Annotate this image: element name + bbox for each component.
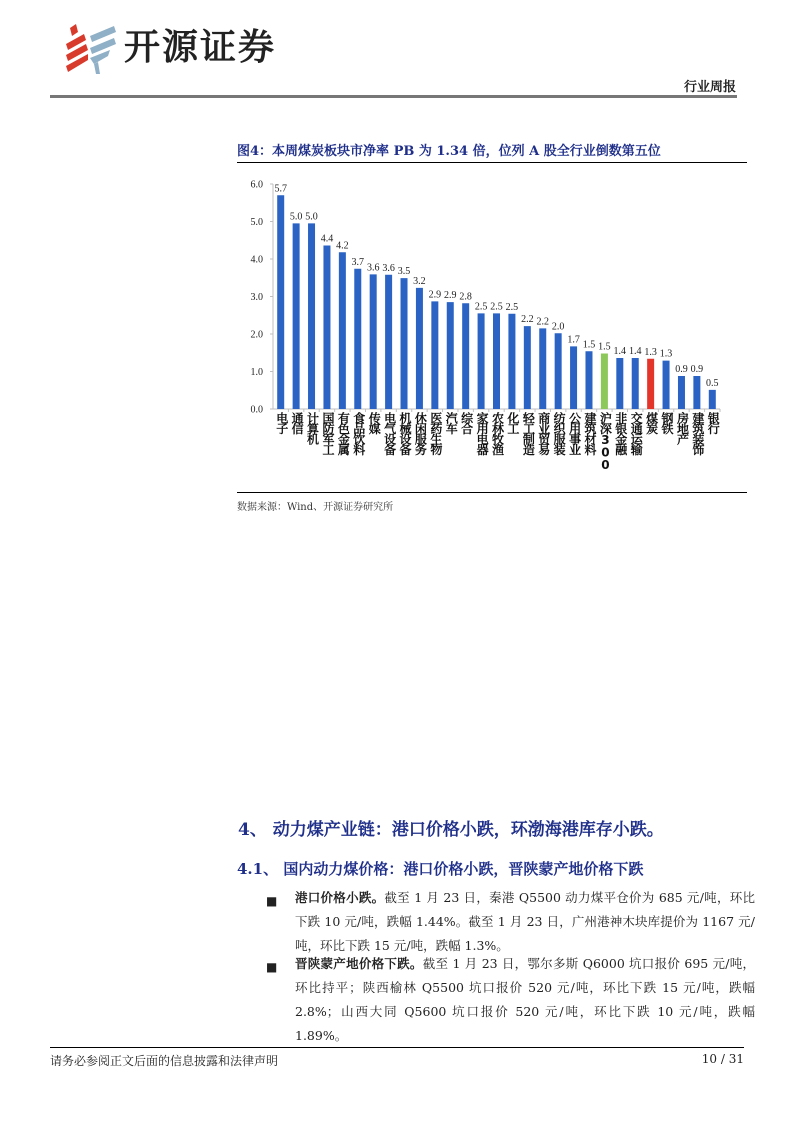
- bar-value-label: 1.5: [582, 339, 596, 351]
- bar-value-label: 3.6: [366, 262, 380, 274]
- bar-value-label: 3.5: [397, 266, 411, 278]
- bar: [462, 303, 469, 409]
- x-category-label: 建筑装饰: [690, 412, 705, 454]
- brand-name: 开源证券: [124, 27, 277, 68]
- x-category-label: 轻工制造: [521, 412, 536, 454]
- bar: [632, 358, 639, 409]
- x-category-label: 商业贸易: [536, 412, 551, 454]
- x-category-label: 休闲服务: [413, 412, 428, 454]
- x-category-label: 农林牧渔: [490, 412, 505, 454]
- bar-value-label: 4.4: [320, 233, 334, 245]
- x-category-label: 纺织服装: [552, 412, 567, 454]
- bar: [601, 354, 608, 410]
- bar-value-label: 3.2: [413, 275, 426, 287]
- y-tick-label: 5.0: [250, 217, 263, 228]
- bar: [539, 328, 546, 409]
- x-category-label: 电子: [274, 412, 289, 433]
- bar-value-label: 2.2: [536, 316, 549, 328]
- brand-logo-icon: [62, 22, 122, 74]
- x-category-label: 公用事业: [567, 412, 582, 454]
- bar: [555, 333, 562, 409]
- y-tick-label: 3.0: [250, 292, 263, 303]
- x-category-label: 银行: [706, 412, 721, 433]
- bar-value-label: 0.5: [706, 377, 719, 389]
- x-category-label: 沪深300: [598, 412, 613, 471]
- bar: [709, 390, 716, 409]
- bullet-paragraph-port-price: [295, 886, 755, 958]
- bar: [647, 359, 654, 409]
- bar: [323, 246, 330, 410]
- bullet-lead: 港口价格小跌。: [295, 890, 385, 905]
- bar-value-label: 1.4: [628, 346, 642, 357]
- subsection-heading: 4.1、 国内动力煤价格：港口价格小跌，晋陕蒙产地价格下跌: [237, 860, 644, 878]
- bullet-text: 截至 1 月 23 日，鄂尔多斯 Q6000 坑口报价 695 元/吨，环比持平；陕西榆林 Q5500 坑口报价 520 元/吨，环比下跌 15 元/吨，跌幅 2.8%；山西大同 Q5600 坑口报价 520 元/吨，环比下跌 10 元/吨，跌幅 1.89%。: [295, 956, 755, 1043]
- bar-value-label: 2.5: [505, 301, 519, 313]
- bar-value-label: 2.5: [490, 301, 503, 313]
- bar: [354, 269, 361, 409]
- footer-divider: [50, 1047, 744, 1048]
- x-category-label: 有色金属: [336, 412, 351, 454]
- bar-value-label: 1.3: [659, 348, 673, 360]
- bar: [308, 223, 315, 409]
- bar-value-label: 1.3: [644, 346, 657, 358]
- x-category-label: 国防军工: [320, 412, 335, 454]
- bar-value-label: 2.2: [521, 314, 534, 326]
- source-divider: [237, 492, 747, 493]
- bullet-lead: 晋陕蒙产地价格下跌。: [295, 956, 423, 971]
- bar: [693, 376, 700, 409]
- document-type: 行业周报: [683, 80, 736, 95]
- header-divider: [50, 95, 737, 98]
- bar-value-label: 0.9: [675, 364, 688, 375]
- bar: [493, 313, 500, 409]
- bar: [570, 346, 577, 409]
- x-category-label: 食品饮料: [351, 412, 366, 454]
- x-category-label: 建筑材料: [582, 412, 597, 454]
- bar: [339, 252, 346, 409]
- bullet-icon: ■: [266, 894, 278, 908]
- bar: [663, 361, 670, 409]
- x-category-label: 通信: [290, 412, 305, 433]
- x-category-label: 交通运输: [629, 412, 644, 454]
- figure-title-divider: [237, 162, 747, 163]
- bar-value-label: 2.0: [551, 321, 565, 333]
- bar-value-label: 3.6: [382, 262, 395, 274]
- y-tick-label: 0.0: [250, 404, 263, 416]
- bar-value-label: 2.9: [444, 290, 457, 302]
- bar-value-label: 5.7: [274, 183, 287, 195]
- section-heading: 4、 动力煤产业链：港口价格小跌，环渤海港库存小跌。: [238, 820, 664, 840]
- bar: [447, 302, 454, 409]
- x-category-label: 家用电器: [475, 412, 490, 454]
- x-category-label: 房地产: [675, 412, 690, 444]
- x-category-label: 电气设备: [382, 412, 397, 454]
- x-category-label: 机械设备: [398, 412, 413, 454]
- bar-value-label: 2.9: [428, 289, 442, 301]
- page-number: 10 / 31: [701, 1052, 744, 1066]
- bar-value-label: 3.7: [351, 256, 365, 268]
- bar-value-label: 2.8: [459, 291, 472, 303]
- bar-value-label: 4.2: [336, 240, 349, 252]
- x-category-label: 非银金融: [613, 412, 628, 454]
- x-category-label: 化工: [505, 412, 520, 433]
- bar-value-label: 5.0: [305, 211, 318, 223]
- bar-value-label: 5.0: [289, 211, 303, 223]
- figure-source: 数据来源：Wind、开源证券研究所: [237, 502, 394, 513]
- bar-value-label: 1.4: [613, 346, 627, 357]
- bar: [508, 314, 515, 409]
- bar: [524, 326, 531, 409]
- x-category-label: 医药生物: [428, 412, 443, 454]
- bullet-text: 截至 1 月 23 日，秦港 Q5500 动力煤平仓价为 685 元/吨，环比下跌 10 元/吨，跌幅 1.44%。截至 1 月 23 日，广州港神木块库提价为 1167 元/吨，环比下跌 15 元/吨，跌幅 1.3%。: [295, 890, 755, 953]
- bar-value-label: 0.9: [690, 364, 704, 375]
- x-category-label: 传媒: [367, 412, 382, 433]
- bar: [416, 288, 423, 409]
- bar: [431, 301, 438, 409]
- bar: [277, 195, 284, 409]
- x-category-label: 煤炭: [644, 412, 659, 433]
- footer-disclaimer: 请务必参阅正文后面的信息披露和法律声明: [50, 1054, 279, 1068]
- bullet-paragraph-origin-price: [295, 952, 755, 1048]
- bar: [616, 358, 623, 409]
- bar: [385, 275, 392, 409]
- figure-title: 图4：本周煤炭板块市净率 PB 为 1.34 倍，位列 A 股全行业倒数第五位: [237, 144, 661, 159]
- bar-value-label: 1.7: [567, 334, 580, 346]
- bar: [678, 376, 685, 409]
- bar: [293, 223, 300, 409]
- bar: [585, 351, 592, 409]
- x-category-label: 钢铁: [660, 412, 675, 433]
- x-category-label: 计算机: [305, 412, 320, 444]
- bar: [370, 274, 377, 409]
- bar-value-label: 1.5: [598, 341, 611, 353]
- y-tick-label: 2.0: [250, 329, 263, 341]
- x-category-label: 汽车: [444, 412, 459, 433]
- bar: [478, 313, 485, 409]
- bullet-icon: ■: [266, 960, 278, 974]
- y-tick-label: 4.0: [250, 254, 263, 266]
- bar-value-label: 2.5: [474, 301, 488, 313]
- y-tick-label: 1.0: [250, 367, 263, 378]
- bar: [401, 278, 408, 409]
- y-tick-label: 6.0: [250, 179, 263, 191]
- x-category-label: 综合: [459, 412, 474, 433]
